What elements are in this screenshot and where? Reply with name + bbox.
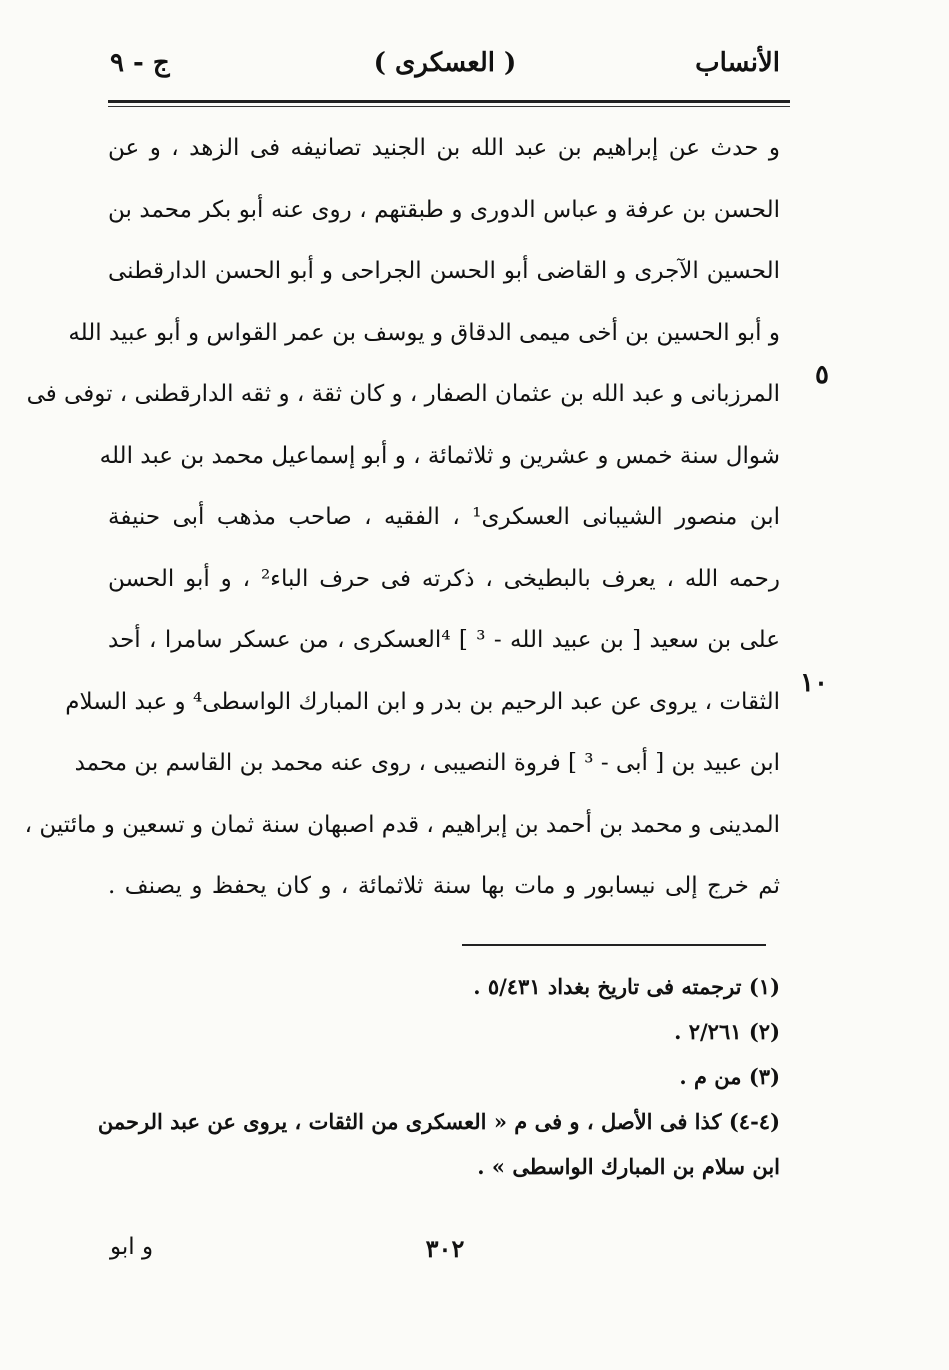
header-rule-thin [108,106,790,107]
text-line: رحمه الله ، يعرف بالبطيخى ، ذكرته فى حرف الباء² ، و أبو الحسن [108,565,780,592]
header-rule [108,100,790,103]
text-line: ثم خرج إلى نيسابور و مات بها سنة ثلاثمائة ، و كان يحفظ و يصنف . [108,873,780,899]
footnote-continuation: ابن سلام بن المبارك الواسطى » . [477,1154,780,1179]
text-line: المرزبانى و عبد الله بن عثمان الصفار ، و كان ثقة ، و ثقه الدارقطنى ، توفى فى [26,381,780,407]
catchword: و ابو [110,1234,154,1260]
text-line: ابن منصور الشيبانى العسكرى¹ ، الفقيه ، صاحب مذهب أبى حنيفة [108,504,780,530]
line-number-marker: ١٠ [800,668,828,698]
footnote-rule [462,944,766,946]
footnote: (٣) من م . [679,1064,780,1089]
text-line: و حدث عن إبراهيم بن عبد الله بن الجنيد تصانيفه فى الزهد ، و عن [108,135,780,161]
text-line: الثقات ، يروى عن عبد الرحيم بن بدر و ابن المبارك الواسطى⁴ و عبد السلام [65,688,780,715]
running-header [110,48,780,92]
text-line: الحسين الآجرى و القاضى أبو الحسن الجراحى و أبو الحسن الدارقطنى [108,258,780,284]
footnote: (٤-٤) كذا فى الأصل ، و فى م « العسكرى من الثقات ، يروى عن عبد الرحمن [97,1109,780,1134]
header-book-title: الأنساب [695,48,780,78]
header-volume: ج - ٩ [110,48,170,78]
text-line: على بن سعيد [ بن عبيد الله - ³ ] ⁴العسكرى ، من عسكر سامرا ، أحد [108,627,780,653]
footnote: (٢) ٢/٢٦١ . [674,1019,780,1044]
text-line: المدينى و محمد بن أحمد بن إبراهيم ، قدم اصبهان سنة ثمان و تسعين و مائتين ، [24,811,780,838]
page-number: ٣٠٢ [425,1234,465,1263]
line-number-marker: ٥ [815,360,829,390]
page-footer [110,1234,780,1274]
text-line: الحسن بن عرفة و عباس الدورى و طبقتهم ، روى عنه أبو بكر محمد بن [108,196,780,223]
text-line: شوال سنة خمس و عشرين و ثلاثمائة ، و أبو إسماعيل محمد بن عبد الله [99,442,780,469]
text-line: ابن عبيد بن [ أبى - ³ ] فروة النصيبى ، روى عنه محمد بن القاسم بن محمد [74,750,780,776]
header-entry-title: ( العسكرى ) [373,48,517,78]
footnotes [97,964,780,1189]
main-text [24,118,780,918]
footnote: (١) ترجمته فى تاريخ بغداد ٥/٤٣١ . [473,974,780,999]
text-line: و أبو الحسين بن أخى ميمى الدقاق و يوسف بن عمر القواس و أبو عبيد الله [68,319,780,346]
